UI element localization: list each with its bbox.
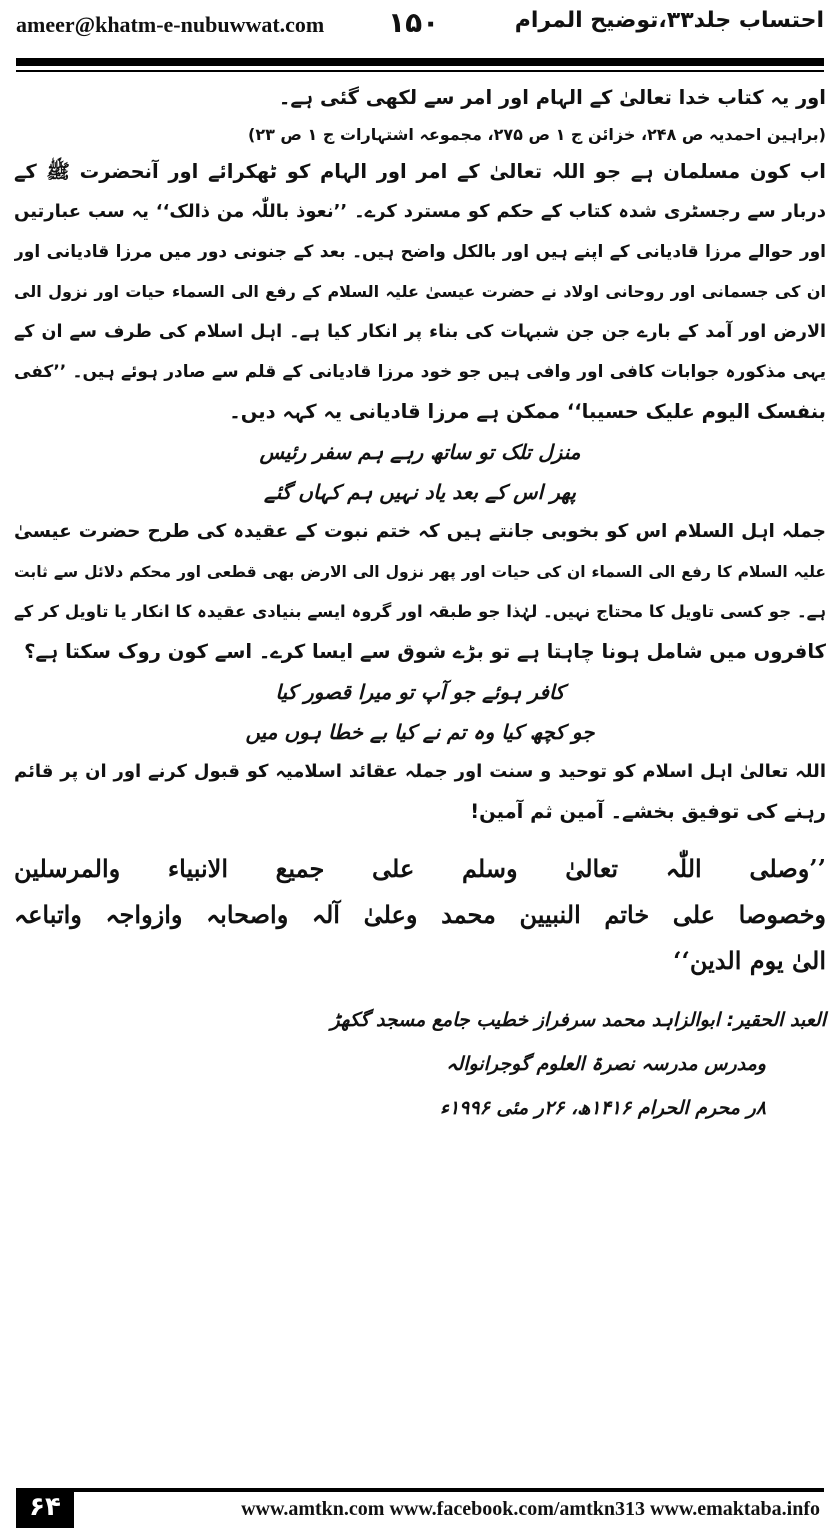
body-line: رہنے کی توفیق بخشے۔ آمین ثم آمین!	[470, 800, 826, 823]
header-email[interactable]: ameer@khatm-e-nubuwwat.com	[16, 12, 325, 37]
page-body	[14, 78, 826, 1130]
reference-citation: (براہین احمدیہ ص ۲۴۸، خزائن ج ۱ ص ۲۷۵، مجموعہ اشتہارات ج ۱ ص ۲۳)	[248, 125, 826, 144]
signature-line: ومدرس مدرسہ نصرۃ العلوم گوجرانوالہ	[446, 1053, 766, 1075]
body-line: اور یہ کتاب خدا تعالیٰ کے الہام اور امر سے لکھی گئی ہے۔	[278, 86, 826, 109]
body-line: الارض اور آمد کے بارے جن جن شبہات کی بناء پر انکار کیا ہے۔ اہل اسلام کی طرف سے ان کے	[14, 322, 826, 342]
arabic-prayer-line: ’’وصلی اللّٰہ تعالیٰ وسلم علی جمیع الانبیاء والمرسلین	[14, 854, 826, 883]
body-line: جملہ اہل السلام اس کو بخوبی جانتے ہیں کہ ختم نبوت کے عقیدہ کی طرح حضرت عیسیٰ	[14, 521, 826, 542]
footer-rule	[74, 1488, 824, 1492]
arabic-prayer-line: وخصوصا علی خاتم النبیین محمد وعلیٰ آلہ واصحابہ وازواجہ واتباعہ	[14, 900, 826, 929]
body-line: ان کی جسمانی اور روحانی اولاد نے حضرت عیسیٰ علیہ السلام کے رفع الی السماء حیات اور نزول الی	[14, 282, 826, 301]
body-line: یہی مذکورہ جوابات کافی اور وافی ہیں جو خود مرزا قادیانی کے قلم سے صادر ہوئے ہیں۔ ’’کفی	[14, 362, 826, 382]
arabic-prayer-line: الیٰ یوم الدین‘‘	[673, 946, 826, 975]
body-line: اور حوالے مرزا قادیانی کے اپنے ہیں اور بالکل واضح ہیں۔ بعد کے جنونی دور میں مرزا قادیانی اور	[14, 242, 826, 262]
body-line: اللہ تعالیٰ اہل اسلام کو توحید و سنت اور جملہ عقائد اسلامیہ کو قبول کرنے اور ان پر قائم	[14, 761, 826, 782]
poetry-verse: جو کچھ کیا وہ تم نے کیا بے خطا ہوں میں	[245, 720, 595, 744]
poetry-verse: منزل تلک تو ساتھ رہے ہم سفر رئیس	[259, 440, 581, 464]
poetry-verse: کافر ہوئے جو آپ تو میرا قصور کیا	[275, 680, 565, 704]
spacer	[14, 984, 826, 998]
poetry-verse: پھر اس کے بعد یاد نہیں ہم کہاں گئے	[264, 480, 576, 504]
body-line: علیہ السلام کا رفع الی السماء ان کی حیات اور پھر نزول الی الارض بھی قطعی اور محکم دلائل سے ثابت	[14, 563, 826, 581]
header-title: احتساب جلد۳۳،توضیح المرام	[514, 8, 824, 33]
body-line: بنفسک الیوم علیک حسیبا‘‘ ممکن ہے مرزا قادیانی یہ کہہ دیں۔	[229, 400, 826, 423]
spacer	[14, 832, 826, 846]
page-footer	[16, 1488, 824, 1528]
page-header	[16, 6, 824, 50]
body-line: اب کون مسلمان ہے جو اللہ تعالیٰ کے امر اور الہام کو ٹھکرائے اور آنحضرت ﷺ کے	[14, 160, 826, 183]
signature-line: العبد الحقیر: ابوالزاہد محمد سرفراز خطیب جامع مسجد گکھڑ	[330, 1009, 826, 1031]
header-rule-thin	[16, 70, 824, 72]
header-rule-thick	[16, 58, 824, 66]
body-line: ہے۔ جو کسی تاویل کا محتاج نہیں۔ لہٰذا جو طبقہ اور گروہ ایسے بنیادی عقیدہ کا انکار یا تاویل کر کے	[14, 602, 826, 621]
header-page-number: ۱۵۰	[388, 6, 440, 39]
body-line: دربار سے رجسٹری شدہ کتاب کے حکم کو مسترد کرے۔ ’’نعوذ باللّٰہ من ذالک‘‘ یہ سب عبارتیں	[14, 201, 826, 222]
footer-page-box: ۶۴	[16, 1488, 74, 1528]
footer-links[interactable]: www.amtkn.com www.facebook.com/amtkn313 www.emaktaba.info	[241, 1498, 820, 1520]
signature-date: ۸ر محرم الحرام ۱۴۱۶ھ، ۲۶ر مئی ۱۹۹۶ء	[440, 1097, 766, 1119]
body-line: کافروں میں شامل ہونا چاہتا ہے تو بڑے شوق سے ایسا کرے۔ اسے کون روک سکتا ہے؟	[24, 640, 826, 663]
